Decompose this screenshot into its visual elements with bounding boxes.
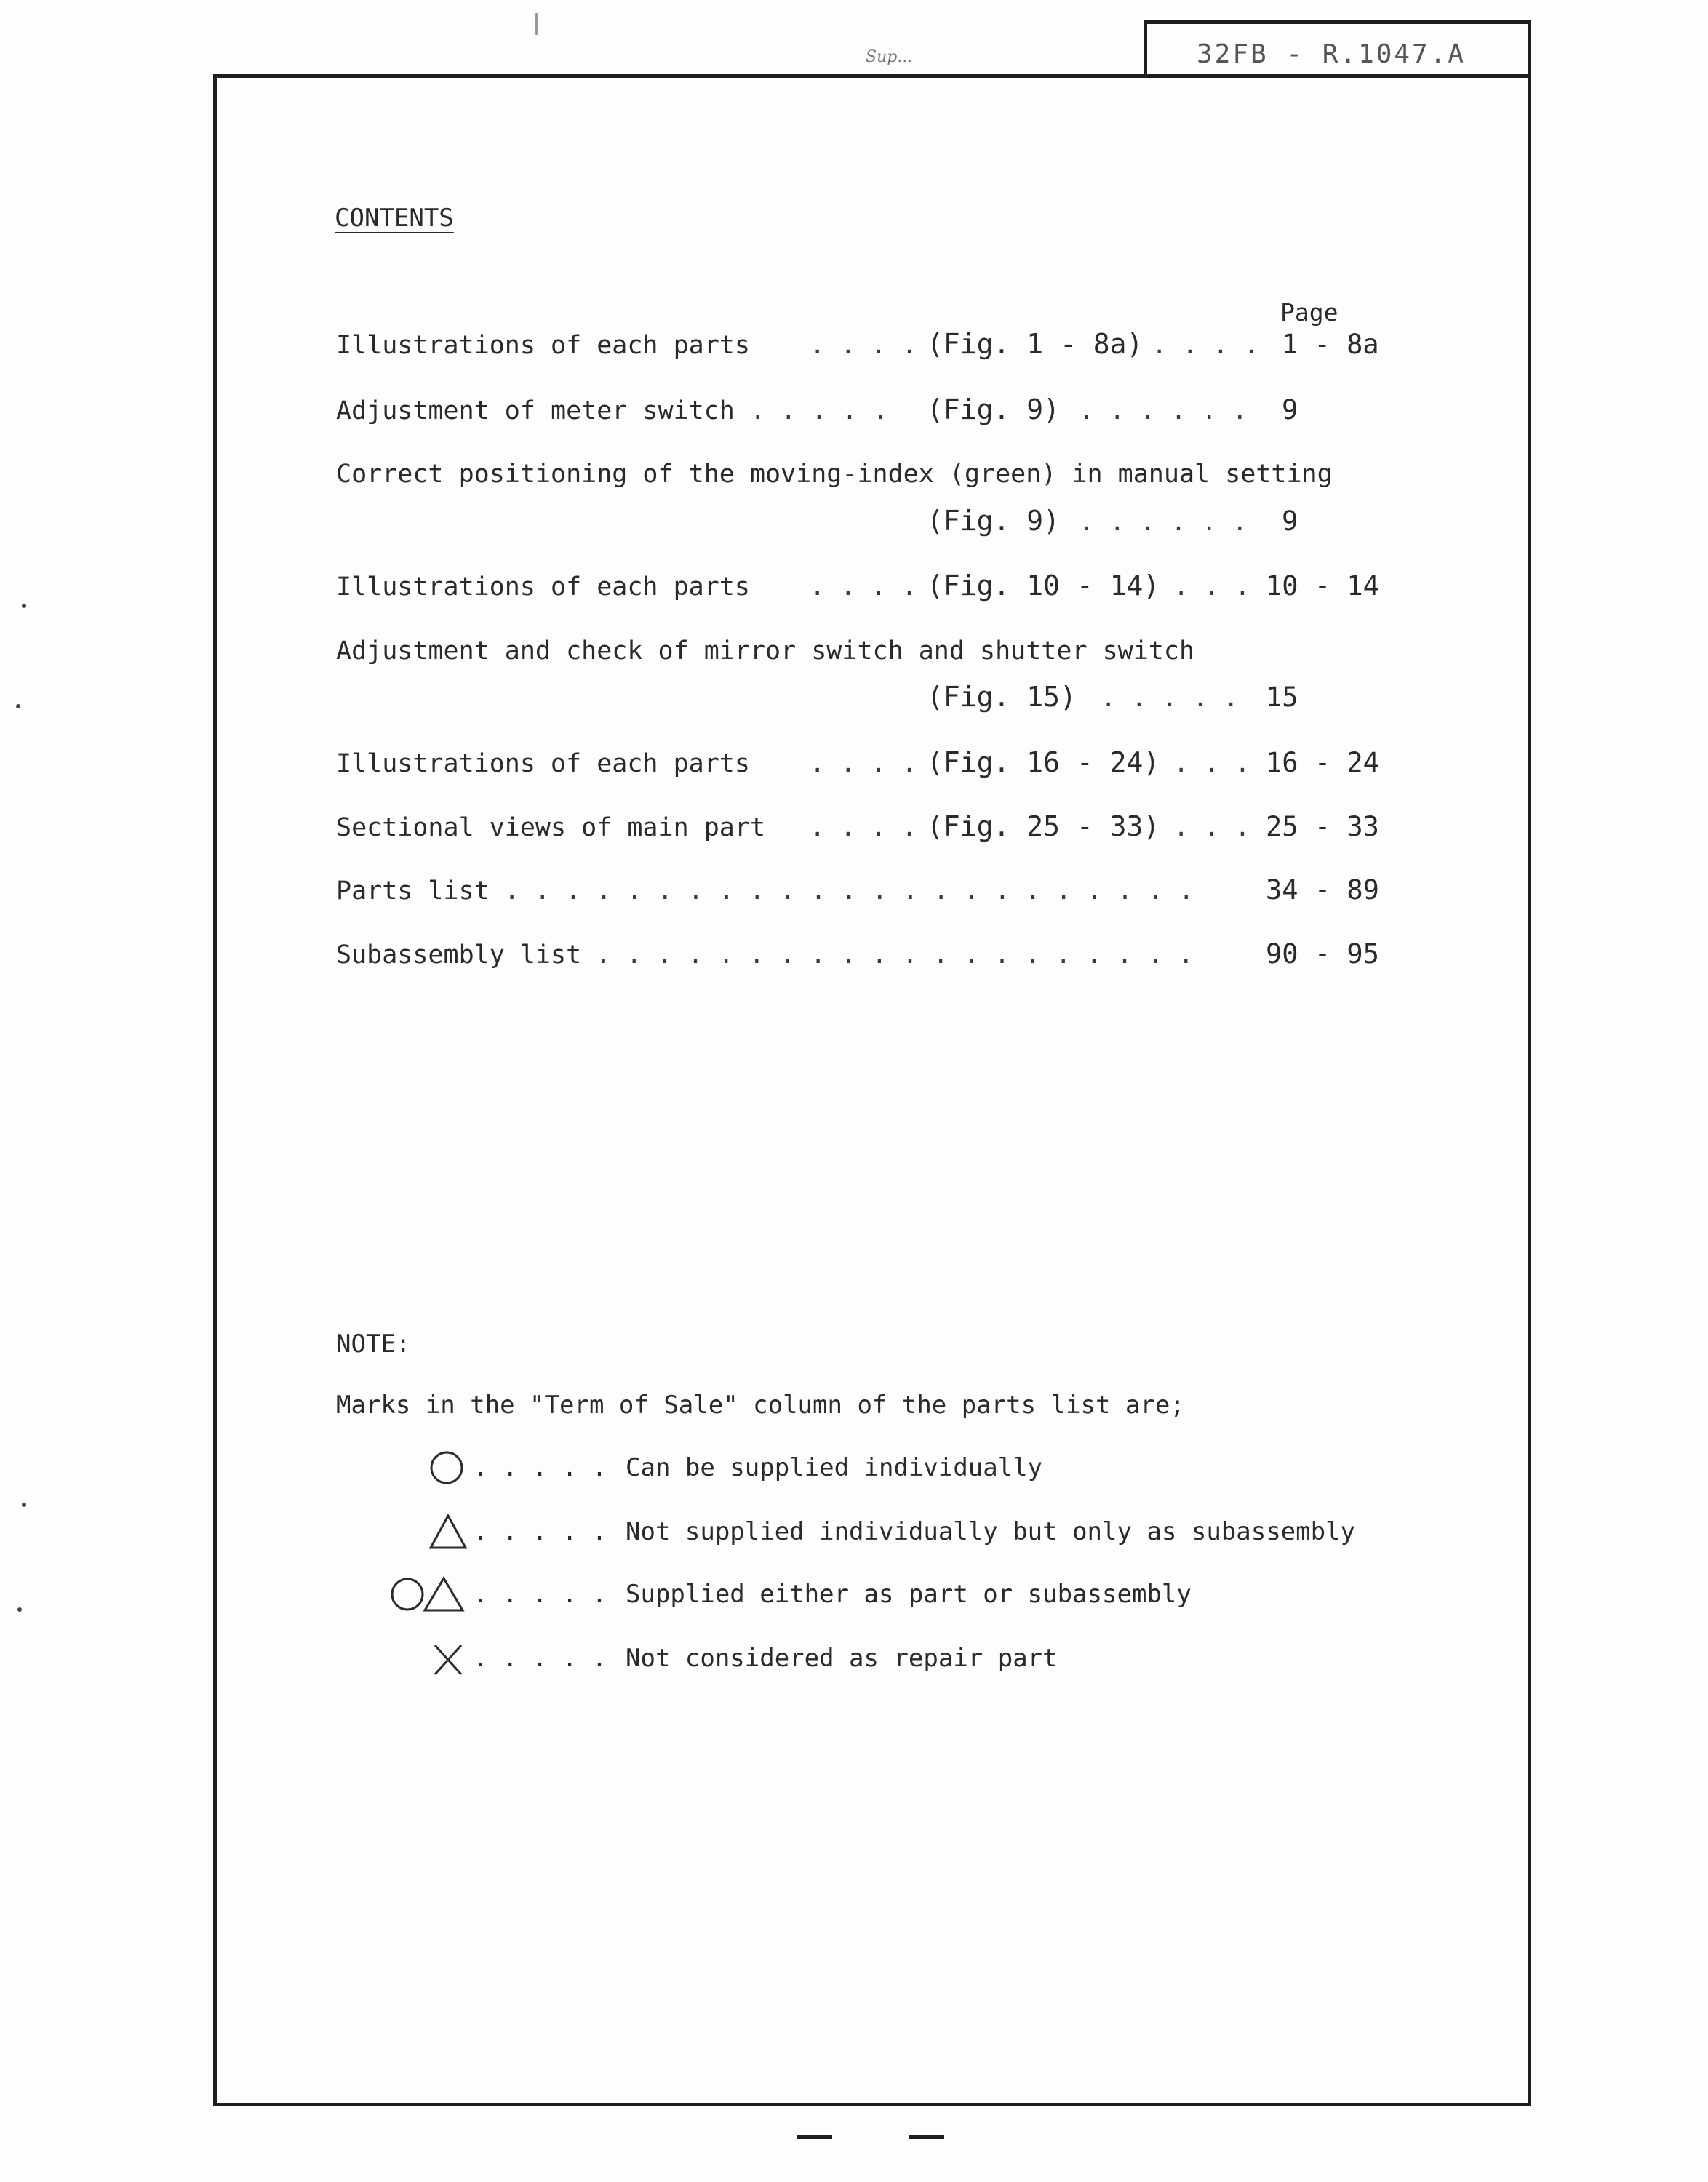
contents-row xyxy=(336,505,1384,543)
row-leader: . . . . . xyxy=(1085,684,1239,713)
row-title: Adjustment of meter switch xyxy=(336,396,735,425)
row-page: 9 xyxy=(1282,394,1298,425)
page-column-label: Page xyxy=(1280,298,1338,327)
row-title: Adjustment and check of mirror switch and shutter switch xyxy=(336,636,1195,666)
circle-triangle-icon xyxy=(387,1574,467,1615)
row-leader: . . . . . xyxy=(735,396,888,425)
row-fig: (Fig. 16 - 24) xyxy=(927,746,1160,778)
scan-mark xyxy=(535,13,538,35)
row-fig: (Fig. 9) xyxy=(927,505,1061,537)
legend-description: Not considered as repair part xyxy=(626,1644,1058,1673)
legend-row xyxy=(386,1580,1477,1623)
note-heading: NOTE: xyxy=(336,1330,411,1359)
triangle-icon xyxy=(426,1511,470,1552)
row-leader: . . . . . . xyxy=(1063,396,1248,425)
scan-speck xyxy=(17,1607,22,1612)
row-leader: . . . xyxy=(1158,572,1250,602)
row-title: Parts list xyxy=(336,876,490,906)
row-title: Subassembly list xyxy=(336,940,582,970)
row-leader: . . . . xyxy=(794,331,917,360)
legend-description: Supplied either as part or subassembly xyxy=(626,1580,1192,1609)
row-fig: (Fig. 25 - 33) xyxy=(927,810,1160,842)
row-title: Sectional views of main part xyxy=(336,813,766,842)
row-title: Correct positioning of the moving-index (green) in manual setting xyxy=(336,460,1333,489)
legend-row xyxy=(386,1453,1477,1497)
contents-row xyxy=(336,393,1384,431)
legend-row xyxy=(386,1517,1477,1561)
note-intro: Marks in the "Term of Sale" column of the parts list are; xyxy=(336,1391,1185,1420)
contents-heading: CONTENTS xyxy=(335,204,454,233)
row-leader: . . . . xyxy=(794,749,917,778)
row-page: 90 - 95 xyxy=(1266,938,1379,970)
legend-leader: . . . . . xyxy=(473,1644,607,1673)
contents-row xyxy=(336,572,1384,607)
contents-row xyxy=(336,681,1384,719)
circle-icon xyxy=(426,1447,467,1488)
page-border xyxy=(213,74,1531,2106)
handwritten-note: Sup... xyxy=(866,48,913,66)
row-leader: . . . . xyxy=(794,813,917,842)
row-page: 9 xyxy=(1282,505,1298,537)
page-mark-dash xyxy=(909,2135,944,2139)
row-page: 25 - 33 xyxy=(1266,811,1379,842)
legend-leader: . . . . . xyxy=(473,1453,607,1482)
row-page: 1 - 8a xyxy=(1282,329,1379,360)
scan-speck xyxy=(22,1503,26,1507)
row-leader: . . . . . . . . . . . . . . . . . . . . xyxy=(580,940,1194,970)
legend-description: Can be supplied individually xyxy=(626,1453,1043,1482)
row-page: 34 - 89 xyxy=(1266,874,1379,906)
contents-row xyxy=(336,876,1384,911)
row-leader: . . . xyxy=(1158,813,1250,842)
row-page: 15 xyxy=(1266,682,1298,713)
row-leader: . . . . xyxy=(1136,331,1259,360)
scan-speck xyxy=(22,604,26,608)
row-leader: . . . . . . . . . . . . . . . . . . . . . . . xyxy=(489,876,1194,906)
contents-row xyxy=(336,940,1384,975)
contents-row xyxy=(336,746,1384,784)
scan-speck xyxy=(16,704,20,708)
row-leader: . . . xyxy=(1158,749,1250,778)
legend-leader: . . . . . xyxy=(473,1580,607,1609)
contents-row xyxy=(336,810,1384,848)
legend-row xyxy=(386,1644,1477,1687)
row-fig: (Fig. 1 - 8a) xyxy=(927,328,1144,360)
legend-leader: . . . . . xyxy=(473,1517,607,1546)
contents-row xyxy=(336,328,1384,366)
row-page: 10 - 14 xyxy=(1266,570,1379,602)
row-fig: (Fig. 15) xyxy=(927,681,1077,713)
contents-row xyxy=(336,460,1384,495)
page-mark-dash xyxy=(797,2135,832,2139)
row-leader: . . . . xyxy=(794,572,917,602)
row-fig: (Fig. 10 - 14) xyxy=(927,570,1160,602)
doc-number: 32FB - R.1047.A xyxy=(1197,39,1466,69)
legend-description: Not supplied individually but only as subassembly xyxy=(626,1517,1356,1546)
cross-icon xyxy=(429,1638,467,1679)
row-title: Illustrations of each parts xyxy=(336,331,750,360)
row-fig: (Fig. 9) xyxy=(927,393,1061,425)
row-page: 16 - 24 xyxy=(1266,747,1379,778)
contents-row xyxy=(336,636,1384,671)
row-title: Illustrations of each parts xyxy=(336,572,750,602)
row-leader: . . . . . . xyxy=(1063,508,1248,537)
row-title: Illustrations of each parts xyxy=(336,749,750,778)
